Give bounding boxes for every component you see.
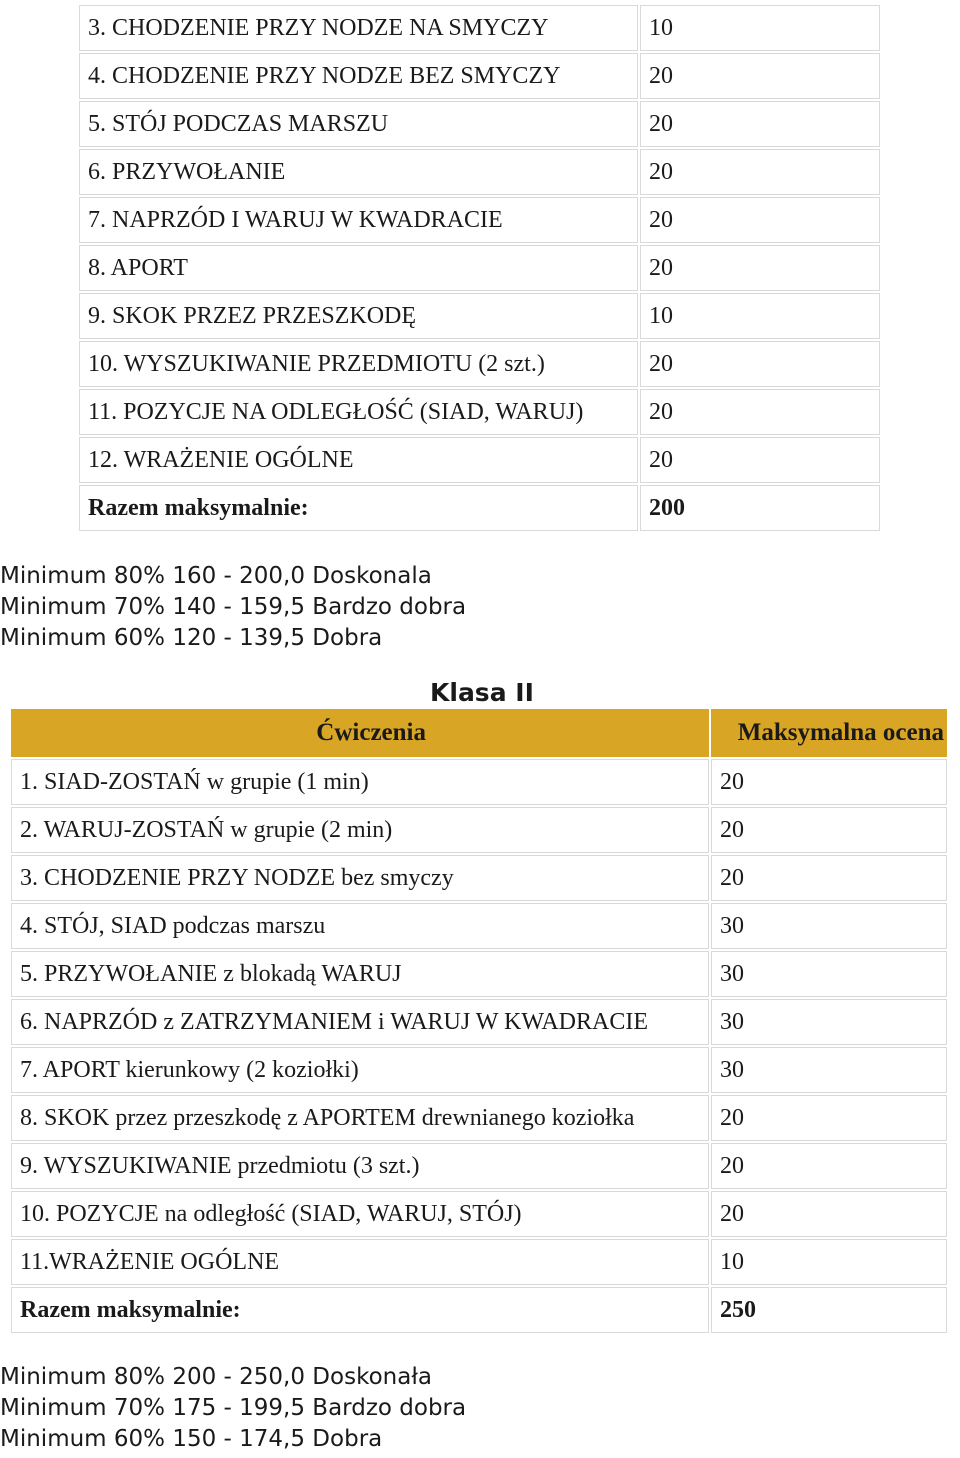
exercise-name: 8. SKOK przez przeszkodę z APORTEM drewnianego koziołka [11,1095,709,1141]
exercise-name: 3. CHODZENIE PRZY NODZE bez smyczy [11,855,709,901]
exercise-score: 20 [640,149,880,195]
threshold-line: Minimum 80% 160 - 200,0 Doskonala [0,563,432,589]
exercise-score: 10 [640,293,880,339]
exercise-score: 20 [640,389,880,435]
exercise-name: 9. SKOK PRZEZ PRZESZKODĘ [79,293,638,339]
table-row [11,1239,947,1285]
table-row [79,341,880,387]
exercise-name: 10. WYSZUKIWANIE PRZEDMIOTU (2 szt.) [79,341,638,387]
exercise-name: 9. WYSZUKIWANIE przedmiotu (3 szt.) [11,1143,709,1189]
exercise-score: 20 [640,197,880,243]
exercise-score: 20 [711,759,947,805]
table-row [79,149,880,195]
exercise-name: 5. STÓJ PODCZAS MARSZU [79,101,638,147]
section-title: Klasa II [430,678,534,707]
exercise-name: 4. STÓJ, SIAD podczas marszu [11,903,709,949]
exercise-score: 20 [711,1143,947,1189]
table-row [79,5,880,51]
total-row [79,485,880,531]
exercise-score: 10 [640,5,880,51]
table-row [79,437,880,483]
exercise-score: 30 [711,951,947,997]
exercise-name: 4. CHODZENIE PRZY NODZE BEZ SMYCZY [79,53,638,99]
total-label: Razem maksymalnie: [79,485,638,531]
table-row [11,1047,947,1093]
exercise-score: 30 [711,1047,947,1093]
table-row [11,1143,947,1189]
threshold-line: Minimum 60% 120 - 139,5 Dobra [0,625,383,651]
threshold-line: Minimum 70% 140 - 159,5 Bardzo dobra [0,594,467,620]
exercise-name: 5. PRZYWOŁANIE z blokadą WARUJ [11,951,709,997]
table-row [79,389,880,435]
table-row [79,101,880,147]
exercise-score: 20 [640,53,880,99]
threshold-line: Minimum 60% 150 - 174,5 Dobra [0,1426,383,1452]
table-row [11,807,947,853]
table-row [11,903,947,949]
exercise-score: 20 [711,807,947,853]
exercise-name: 1. SIAD-ZOSTAŃ w grupie (1 min) [11,759,709,805]
exercise-name: 3. CHODZENIE PRZY NODZE NA SMYCZY [79,5,638,51]
exercise-score: 20 [640,341,880,387]
total-row [11,1287,947,1333]
exercise-name: 11.WRAŻENIE OGÓLNE [11,1239,709,1285]
table-row [79,293,880,339]
threshold-line: Minimum 70% 175 - 199,5 Bardzo dobra [0,1395,467,1421]
table-row [11,1191,947,1237]
exercise-score: 20 [640,437,880,483]
exercise-score: 20 [640,101,880,147]
header-max-score: Maksymalna ocena [711,709,947,757]
threshold-line: Minimum 80% 200 - 250,0 Doskonała [0,1364,432,1390]
exercise-name: 12. WRAŻENIE OGÓLNE [79,437,638,483]
table-row [11,951,947,997]
exercise-name: 6. PRZYWOŁANIE [79,149,638,195]
exercise-score: 30 [711,903,947,949]
table-row [11,999,947,1045]
total-value: 200 [640,485,880,531]
table-row [11,855,947,901]
klasa-ii-table [9,707,949,1335]
exercise-score: 20 [640,245,880,291]
exercise-score: 20 [711,855,947,901]
exercise-score: 20 [711,1191,947,1237]
total-value: 250 [711,1287,947,1333]
table-row [79,197,880,243]
table-row [11,759,947,805]
table-row [11,1095,947,1141]
exercise-name: 11. POZYCJE NA ODLEGŁOŚĆ (SIAD, WARUJ) [79,389,638,435]
score-thresholds [0,561,466,654]
table-header-row [11,709,947,757]
total-label: Razem maksymalnie: [11,1287,709,1333]
exercise-name: 2. WARUJ-ZOSTAŃ w grupie (2 min) [11,807,709,853]
exercise-name: 10. POZYCJE na odległość (SIAD, WARUJ, STÓJ) [11,1191,709,1237]
exercise-score: 10 [711,1239,947,1285]
exercise-name: 7. NAPRZÓD I WARUJ W KWADRACIE [79,197,638,243]
exercise-name: 6. NAPRZÓD z ZATRZYMANIEM i WARUJ W KWADRACIE [11,999,709,1045]
table-row [79,53,880,99]
exercise-score: 30 [711,999,947,1045]
score-thresholds [0,1362,466,1455]
exercise-name: 7. APORT kierunkowy (2 koziołki) [11,1047,709,1093]
table-row [79,245,880,291]
header-exercises: Ćwiczenia [11,709,709,757]
exercise-name: 8. APORT [79,245,638,291]
klasa-i-table-continued [77,3,882,533]
exercise-score: 20 [711,1095,947,1141]
